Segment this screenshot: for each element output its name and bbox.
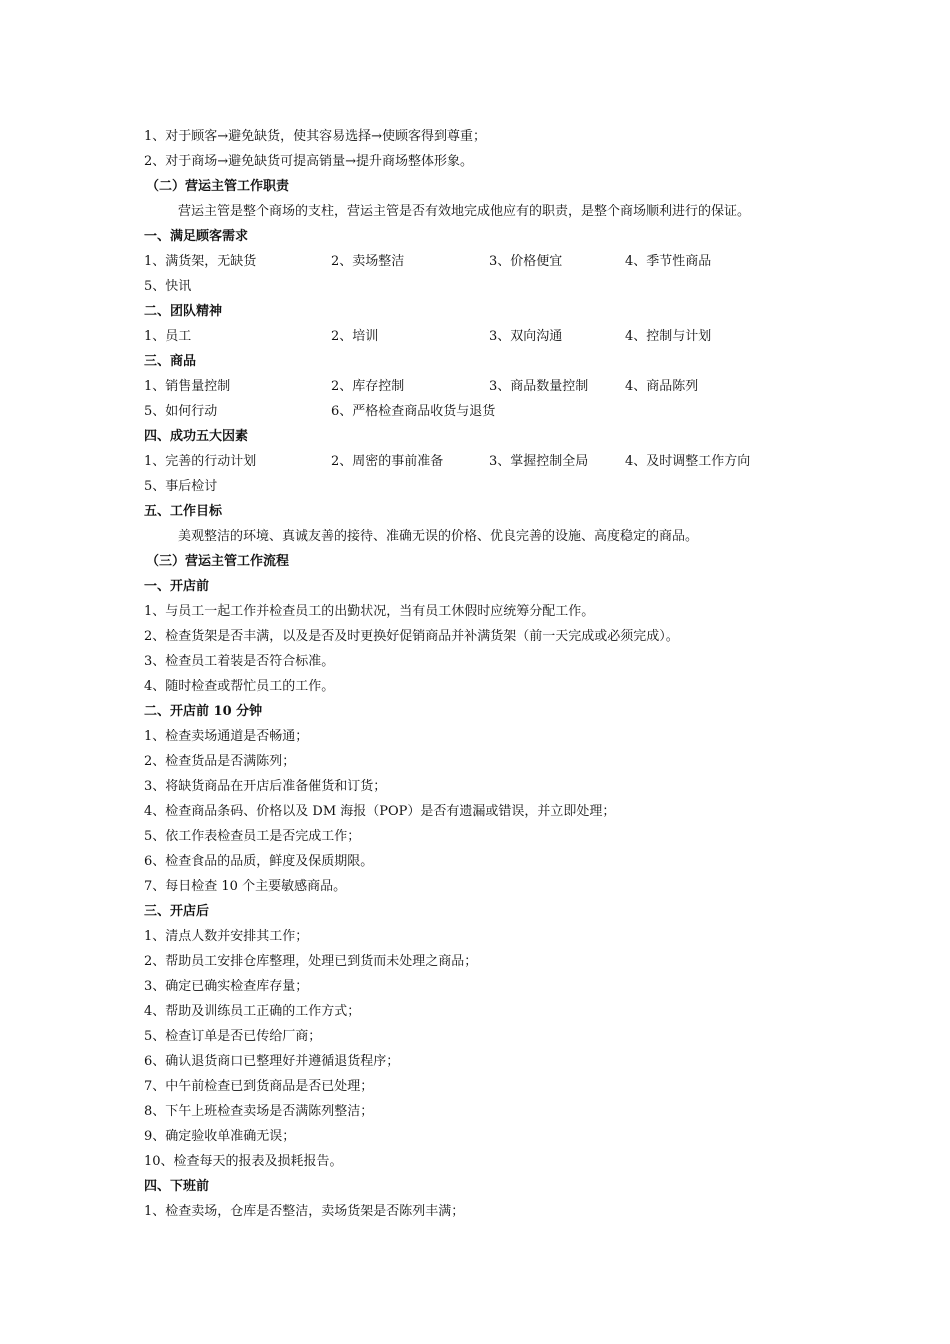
list-item: 4、帮助及训练员工正确的工作方式； [144,1004,361,1019]
list-item: 6、确认退货商口已整理好并遵循退货程序； [144,1054,400,1069]
customer-needs-row-2 [144,274,824,299]
list-item: 3、检查员工着装是否符合标准。 [144,654,335,669]
list-item: 3、商品数量控制 [489,379,589,394]
document-page [144,124,824,1224]
list-item: 2、卖场整洁 [331,254,405,269]
list-item: 3、价格便宜 [489,254,563,269]
list-item: 5、如何行动 [144,404,218,419]
heading-work-goals: 五、工作目标 [144,504,223,519]
list-item: 5、事后检讨 [144,479,218,494]
list-item: 3、双向沟通 [489,329,563,344]
list-item: 4、随时检查或帮忙员工的工作。 [144,679,335,694]
list-item: 3、将缺货商品在开店后准备催货和订货； [144,779,387,794]
list-item: 1、检查卖场，仓库是否整洁，卖场货架是否陈列丰满； [144,1204,465,1219]
list-item: 6、检查食品的品质，鲜度及保质期限。 [144,854,374,869]
list-item: 4、检查商品条码、价格以及 DM 海报（POP）是否有遗漏或错误，并立即处理； [144,804,616,819]
list-item: 7、每日检查 10 个主要敏感商品。 [144,879,347,894]
list-item: 2、帮助员工安排仓库整理，处理已到货而未处理之商品； [144,954,478,969]
list-item: 1、检查卖场通道是否畅通； [144,729,309,744]
list-item: 7、中午前检查已到货商品是否已处理； [144,1079,374,1094]
list-item: 3、掌握控制全局 [489,454,589,469]
list-item: 4、及时调整工作方向 [625,454,751,469]
list-item: 9、确定验收单准确无误； [144,1129,296,1144]
heading-customer-needs: 一、满足顾客需求 [144,229,249,244]
heading-before-open-10min: 二、开店前 10 分钟 [144,704,263,719]
intro-line-1: 1、对于顾客→避免缺货，使其容易选择→使顾客得到尊重； [144,129,487,144]
list-item: 2、培训 [331,329,379,344]
list-item: 10、检查每天的报表及损耗报告。 [144,1154,343,1169]
list-item: 1、满货架，无缺货 [144,254,257,269]
section-title-flow: （三）营运主管工作流程 [146,554,290,569]
success-factors-row-1 [144,449,824,474]
list-item: 6、严格检查商品收货与退货 [331,404,496,419]
heading-team-spirit: 二、团队精神 [144,304,223,319]
list-item: 2、检查货品是否满陈列； [144,754,296,769]
merchandise-row-1 [144,374,824,399]
section-title-duties: （二）营运主管工作职责 [146,179,290,194]
list-item: 3、确定已确实检查库存量； [144,979,309,994]
team-spirit-row-1 [144,324,824,349]
heading-success-factors: 四、成功五大因素 [144,429,249,444]
list-item: 1、清点人数并安排其工作； [144,929,309,944]
list-item: 5、依工作表检查员工是否完成工作； [144,829,361,844]
list-item: 4、控制与计划 [625,329,712,344]
customer-needs-row-1 [144,249,824,274]
list-item: 1、完善的行动计划 [144,454,257,469]
list-item: 4、商品陈列 [625,379,699,394]
list-item: 2、周密的事前准备 [331,454,444,469]
list-item: 2、检查货架是否丰满，以及是否及时更换好促销商品并补满货架（前一天完成或必须完成）。 [144,629,679,644]
heading-before-close: 四、下班前 [144,1179,210,1194]
list-item: 1、员工 [144,329,192,344]
heading-before-open: 一、开店前 [144,579,210,594]
heading-merchandise: 三、商品 [144,354,197,369]
list-item: 4、季节性商品 [625,254,712,269]
merchandise-row-2 [144,399,824,424]
duties-paragraph: 营运主管是整个商场的支柱，营运主管是否有效地完成他应有的职责，是整个商场顺利进行的保证。 [178,204,751,219]
success-factors-row-2 [144,474,824,499]
list-item: 5、快讯 [144,279,192,294]
list-item: 5、检查订单是否已传给厂商； [144,1029,322,1044]
intro-line-2: 2、对于商场→避免缺货可提高销量→提升商场整体形象。 [144,154,474,169]
list-item: 1、销售量控制 [144,379,231,394]
work-goals-paragraph: 美观整洁的环境、真诚友善的接待、准确无误的价格、优良完善的设施、高度稳定的商品。 [178,529,699,544]
heading-after-open: 三、开店后 [144,904,210,919]
list-item: 2、库存控制 [331,379,405,394]
list-item: 1、与员工一起工作并检查员工的出勤状况，当有员工休假时应统筹分配工作。 [144,604,595,619]
list-item: 8、下午上班检查卖场是否满陈列整洁； [144,1104,374,1119]
